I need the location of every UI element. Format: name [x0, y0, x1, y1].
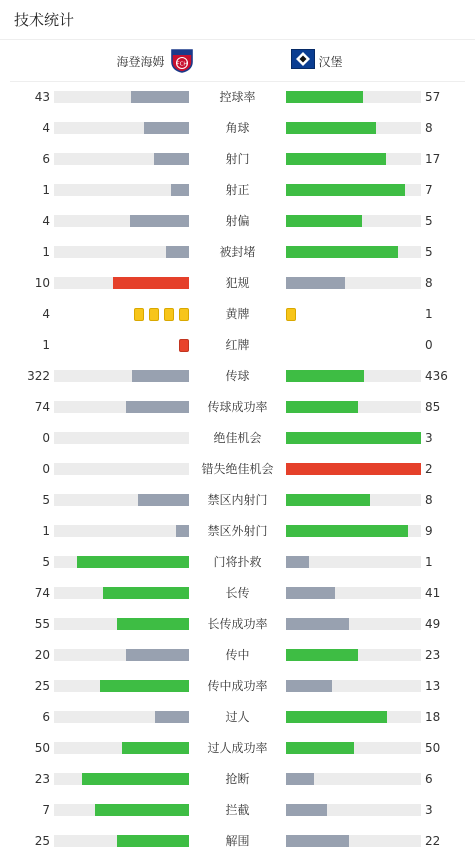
home-stat-bar [54, 618, 189, 630]
stat-label: 传球成功率 [207, 400, 268, 414]
away-stat-value: 3 [425, 803, 433, 817]
away-stat-value: 17 [425, 152, 441, 166]
away-stat-bar [286, 711, 421, 723]
away-stat-value: 5 [425, 214, 433, 228]
away-stat-bar [286, 804, 421, 816]
stat-label: 控球率 [219, 90, 256, 104]
home-stat-bar-fill [113, 277, 189, 289]
away-stat-bar-fill [286, 742, 354, 754]
home-stat-bar-fill [100, 680, 189, 692]
away-team[interactable] [291, 40, 343, 82]
svg-text:FCH: FCH [175, 61, 188, 68]
stat-label: 射偏 [225, 214, 250, 228]
stat-row [0, 733, 475, 764]
home-stat-value: 4 [42, 214, 50, 228]
away-stat-bar [286, 525, 421, 537]
stat-label: 黄牌 [225, 307, 250, 321]
stat-label: 长传 [225, 586, 250, 600]
away-stat-bar [286, 246, 421, 258]
yellow-card-icon [286, 308, 296, 321]
away-stat-value: 23 [425, 648, 441, 662]
away-stat-value: 9 [425, 524, 433, 538]
away-stat-bar-fill [286, 277, 345, 289]
home-stat-bar-fill [171, 184, 189, 196]
home-stat-value: 1 [42, 524, 50, 538]
home-stat-value: 4 [42, 307, 50, 321]
stat-label: 抢断 [225, 772, 250, 786]
away-stat-bar [286, 649, 421, 661]
home-stat-bar-fill [77, 556, 189, 568]
stat-row [0, 671, 475, 702]
stat-row [0, 268, 475, 299]
home-stat-value: 5 [42, 493, 50, 507]
home-stat-bar-fill [82, 773, 189, 785]
away-stat-bar-fill [286, 525, 408, 537]
stat-row [0, 392, 475, 423]
away-stat-bar-fill [286, 494, 370, 506]
home-stat-bar-fill [166, 246, 189, 258]
home-stat-value: 20 [34, 648, 50, 662]
away-stat-bar [286, 184, 421, 196]
away-stat-bar-fill [286, 804, 327, 816]
home-stat-value: 322 [27, 369, 50, 383]
stat-row [0, 361, 475, 392]
home-stat-bar [54, 494, 189, 506]
away-stat-bar [286, 463, 421, 475]
stat-row [0, 547, 475, 578]
home-stat-bar-fill [131, 91, 189, 103]
away-stat-value: 85 [425, 400, 441, 414]
stat-row [0, 764, 475, 795]
away-stat-bar-fill [286, 835, 349, 847]
home-cards [179, 339, 189, 352]
home-stat-bar-fill [130, 215, 189, 227]
home-stat-bar-fill [126, 401, 189, 413]
home-stat-bar [54, 804, 189, 816]
home-stat-bar [54, 277, 189, 289]
away-stat-bar-fill [286, 711, 387, 723]
away-stat-bar [286, 432, 421, 444]
away-cards [286, 308, 296, 321]
away-stat-bar-fill [286, 649, 358, 661]
home-stat-value: 1 [42, 245, 50, 259]
stat-label: 绝佳机会 [213, 431, 262, 445]
stat-row [0, 702, 475, 733]
home-stat-value: 74 [34, 586, 50, 600]
away-stat-bar [286, 618, 421, 630]
away-stat-bar [286, 122, 421, 134]
away-stat-value: 8 [425, 121, 433, 135]
away-stat-value: 18 [425, 710, 441, 724]
away-stat-bar [286, 370, 421, 382]
away-stat-value: 3 [425, 431, 433, 445]
home-stat-value: 6 [42, 710, 50, 724]
stat-row [0, 423, 475, 454]
home-stat-bar [54, 215, 189, 227]
home-stat-value: 7 [42, 803, 50, 817]
away-stat-bar [286, 215, 421, 227]
home-stat-value: 43 [34, 90, 50, 104]
yellow-card-icon [149, 308, 159, 321]
away-team-name: 汉堡 [318, 54, 343, 69]
away-stat-bar [286, 153, 421, 165]
stat-row [0, 485, 475, 516]
home-stat-value: 4 [42, 121, 50, 135]
home-stat-bar [54, 742, 189, 754]
away-stat-bar-fill [286, 463, 421, 475]
stat-label: 传中 [225, 648, 250, 662]
home-stat-bar [54, 773, 189, 785]
home-stat-bar-fill [154, 153, 189, 165]
away-stat-bar [286, 494, 421, 506]
away-team-crest-icon [291, 49, 313, 73]
stat-label: 禁区内射门 [207, 493, 268, 507]
away-stat-bar-fill [286, 556, 309, 568]
home-stat-bar [54, 370, 189, 382]
home-stat-value: 0 [42, 431, 50, 445]
away-stat-bar [286, 742, 421, 754]
away-stat-value: 6 [425, 772, 433, 786]
stat-label: 过人 [225, 710, 250, 724]
stat-label: 射正 [225, 183, 250, 197]
home-stat-bar-fill [126, 649, 189, 661]
home-stat-bar-fill [103, 587, 189, 599]
stat-row [0, 826, 475, 857]
away-stat-value: 2 [425, 462, 433, 476]
home-stat-value: 74 [34, 400, 50, 414]
away-stat-value: 57 [425, 90, 441, 104]
stat-row [0, 175, 475, 206]
stat-label: 拦截 [225, 803, 250, 817]
away-stat-value: 0 [425, 338, 433, 352]
home-stat-value: 0 [42, 462, 50, 476]
home-stat-bar [54, 711, 189, 723]
stat-row [0, 454, 475, 485]
away-stat-value: 7 [425, 183, 433, 197]
home-stat-bar-fill [122, 742, 190, 754]
stat-row [0, 578, 475, 609]
home-team-crest-icon [171, 49, 193, 73]
stat-row [0, 330, 475, 361]
stat-label: 传球 [225, 369, 250, 383]
away-stat-bar [286, 773, 421, 785]
away-stat-bar-fill [286, 680, 332, 692]
home-stat-value: 25 [34, 679, 50, 693]
home-stat-value: 10 [34, 276, 50, 290]
home-stat-bar [54, 184, 189, 196]
stat-row [0, 795, 475, 826]
stat-row [0, 206, 475, 237]
home-stat-value: 5 [42, 555, 50, 569]
away-stat-bar-fill [286, 91, 363, 103]
away-stat-value: 8 [425, 276, 433, 290]
stat-label: 传中成功率 [207, 679, 268, 693]
away-stat-value: 41 [425, 586, 441, 600]
home-stat-bar [54, 525, 189, 537]
home-stat-value: 55 [34, 617, 50, 631]
stat-label: 解围 [225, 834, 250, 848]
home-stat-bar-fill [117, 835, 189, 847]
stat-label: 被封堵 [219, 245, 256, 259]
home-stat-bar-fill [155, 711, 189, 723]
home-stat-bar [54, 401, 189, 413]
away-stat-value: 50 [425, 741, 441, 755]
stat-label: 角球 [225, 121, 250, 135]
away-stat-value: 436 [425, 369, 448, 383]
away-stat-value: 49 [425, 617, 441, 631]
away-stat-value: 13 [425, 679, 441, 693]
away-stat-bar-fill [286, 432, 421, 444]
stat-row [0, 609, 475, 640]
home-stat-value: 50 [34, 741, 50, 755]
away-stat-bar [286, 556, 421, 568]
away-stat-bar [286, 91, 421, 103]
away-stat-bar-fill [286, 246, 398, 258]
stat-label: 长传成功率 [207, 617, 268, 631]
home-stat-value: 25 [34, 834, 50, 848]
stat-row [0, 299, 475, 330]
away-stat-bar [286, 277, 421, 289]
home-stat-bar-fill [138, 494, 189, 506]
away-stat-bar [286, 401, 421, 413]
yellow-card-icon [179, 308, 189, 321]
away-stat-bar-fill [286, 122, 376, 134]
stat-row [0, 237, 475, 268]
stat-label: 射门 [225, 152, 250, 166]
home-stat-bar [54, 91, 189, 103]
away-stat-value: 8 [425, 493, 433, 507]
stat-label: 犯规 [225, 276, 250, 290]
stat-row [0, 144, 475, 175]
stats-header [0, 0, 475, 40]
stat-label: 红牌 [225, 338, 250, 352]
stat-row [0, 113, 475, 144]
away-stat-bar [286, 680, 421, 692]
teams-bar [10, 40, 465, 82]
home-stat-bar-fill [144, 122, 189, 134]
stat-row [0, 640, 475, 671]
home-team-name: 海登海姆 [116, 54, 165, 69]
home-stat-bar [54, 463, 189, 475]
page-title: 技术统计 [14, 11, 75, 29]
home-stat-bar-fill [117, 618, 189, 630]
home-stat-bar [54, 587, 189, 599]
red-card-icon [179, 339, 189, 352]
home-stat-value: 1 [42, 338, 50, 352]
stat-label: 门将扑救 [213, 555, 262, 569]
stat-row [0, 82, 475, 113]
stat-row [0, 516, 475, 547]
stat-label: 禁区外射门 [207, 524, 268, 538]
home-cards [134, 308, 189, 321]
home-stat-value: 6 [42, 152, 50, 166]
stat-label: 错失绝佳机会 [201, 462, 274, 476]
stat-label: 过人成功率 [207, 741, 268, 755]
home-stat-bar [54, 432, 189, 444]
yellow-card-icon [164, 308, 174, 321]
away-stat-bar-fill [286, 370, 364, 382]
away-stat-value: 1 [425, 555, 433, 569]
home-stat-bar [54, 649, 189, 661]
away-stat-bar-fill [286, 401, 358, 413]
home-stat-bar [54, 680, 189, 692]
away-stat-bar-fill [286, 587, 335, 599]
home-stat-value: 23 [34, 772, 50, 786]
away-stat-bar [286, 587, 421, 599]
home-team[interactable] [116, 40, 192, 82]
home-stat-bar [54, 122, 189, 134]
home-stat-bar [54, 556, 189, 568]
home-stat-bar-fill [132, 370, 189, 382]
away-stat-bar-fill [286, 215, 362, 227]
yellow-card-icon [134, 308, 144, 321]
home-stat-bar-fill [176, 525, 190, 537]
home-stat-bar [54, 835, 189, 847]
away-stat-value: 1 [425, 307, 433, 321]
home-stat-bar [54, 246, 189, 258]
home-stat-value: 1 [42, 183, 50, 197]
away-stat-bar-fill [286, 184, 405, 196]
away-stat-bar-fill [286, 618, 349, 630]
away-stat-bar-fill [286, 153, 386, 165]
away-stat-value: 22 [425, 834, 441, 848]
away-stat-bar [286, 835, 421, 847]
home-stat-bar [54, 153, 189, 165]
away-stat-bar-fill [286, 773, 314, 785]
away-stat-value: 5 [425, 245, 433, 259]
home-stat-bar-fill [95, 804, 190, 816]
